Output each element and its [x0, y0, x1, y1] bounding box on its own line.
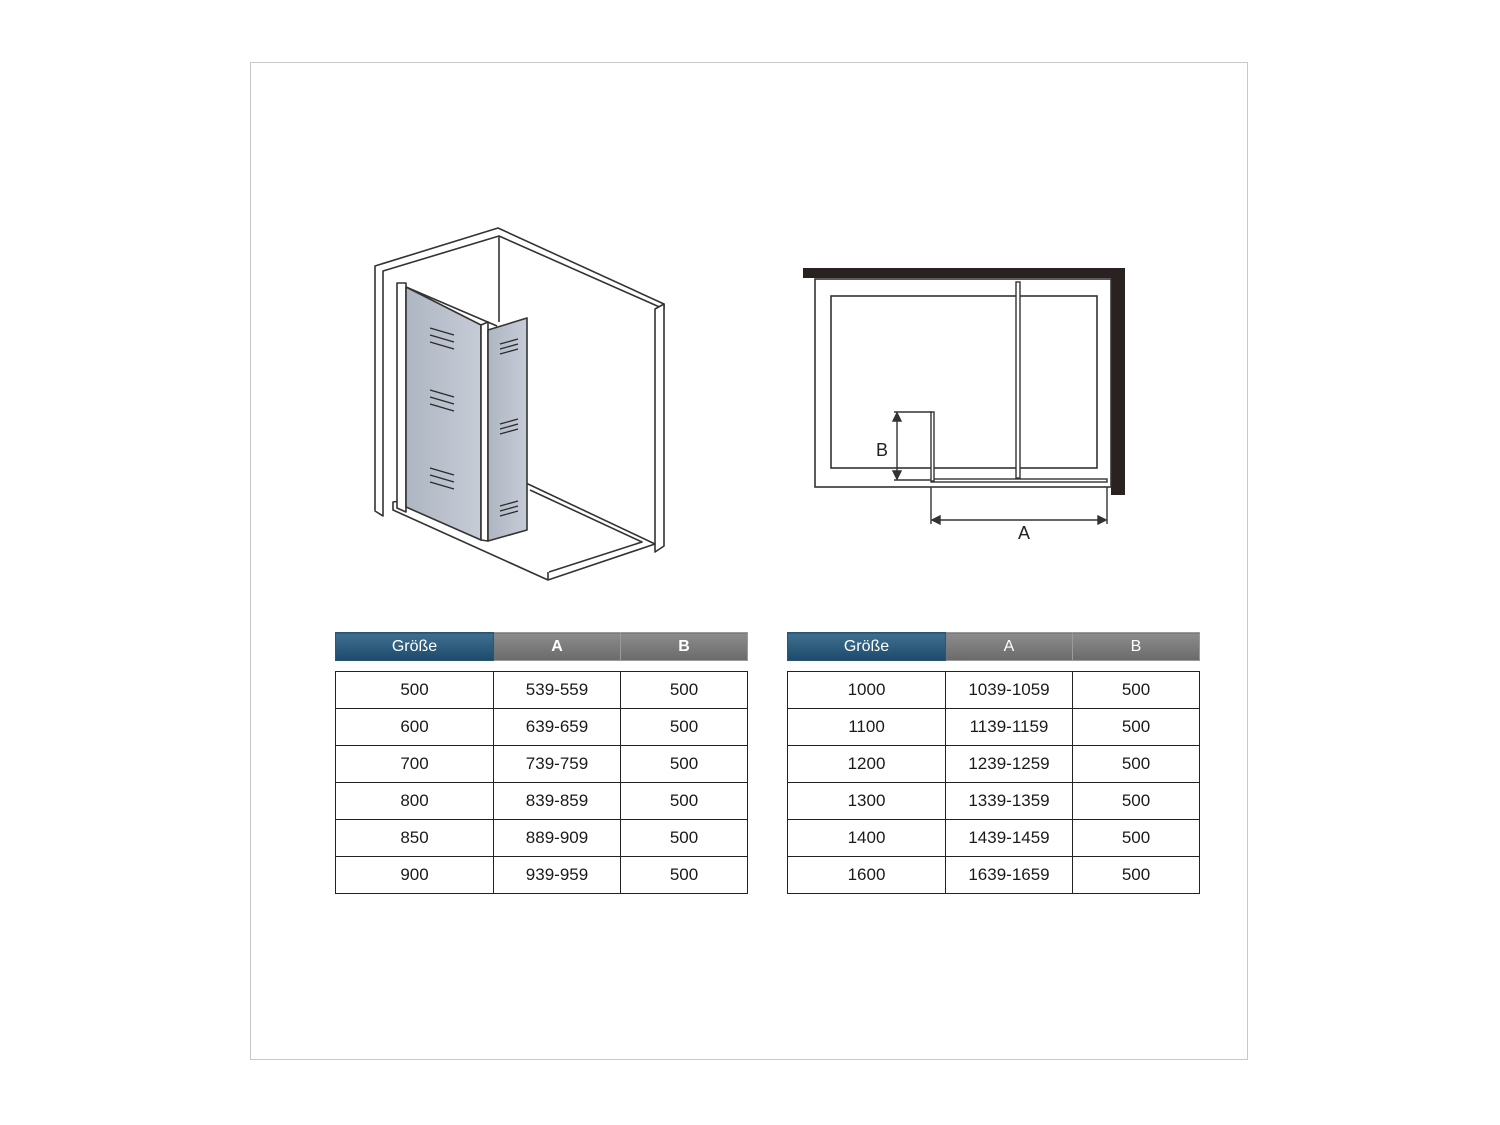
table-cell: 1139-1159 — [946, 709, 1073, 746]
table-cell: 500 — [621, 672, 748, 709]
table-cell: 1439-1459 — [946, 820, 1073, 857]
table-cell: 500 — [1073, 672, 1200, 709]
table-cell: 500 — [1073, 783, 1200, 820]
table-cell: 739-759 — [494, 746, 621, 783]
table-row — [336, 746, 748, 783]
table-cell: 639-659 — [494, 709, 621, 746]
table-cell: 1000 — [788, 672, 946, 709]
table-cell: 500 — [621, 857, 748, 894]
plan-view — [803, 268, 1125, 543]
panel-hinge-profile — [481, 322, 488, 541]
table-cell: 1600 — [788, 857, 946, 894]
table-cell: 539-559 — [494, 672, 621, 709]
plan-glass-line — [931, 479, 1107, 482]
table-cell: 1400 — [788, 820, 946, 857]
table-header-row — [336, 633, 748, 661]
header-cell: B — [621, 633, 748, 661]
table-cell: 500 — [621, 783, 748, 820]
table-cell: 1200 — [788, 746, 946, 783]
header-cell: Größe — [788, 633, 946, 661]
plan-wall — [803, 268, 1125, 495]
table-row — [788, 820, 1200, 857]
size-table-right — [787, 632, 1200, 894]
table-cell: 500 — [1073, 857, 1200, 894]
table-cell: 1239-1259 — [946, 746, 1073, 783]
table-row — [336, 857, 748, 894]
table-row — [788, 746, 1200, 783]
table-cell: 1639-1659 — [946, 857, 1073, 894]
header-spacer — [788, 661, 1200, 672]
header-cell: Größe — [336, 633, 494, 661]
table-cell: 939-959 — [494, 857, 621, 894]
table-cell: 839-859 — [494, 783, 621, 820]
plan-support-bar — [1016, 282, 1020, 478]
table-header-row — [788, 633, 1200, 661]
table-cell: 1039-1059 — [946, 672, 1073, 709]
table-row — [788, 672, 1200, 709]
size-table-left — [335, 632, 748, 894]
table-cell: 1300 — [788, 783, 946, 820]
table-cell: 800 — [336, 783, 494, 820]
table-cell: 600 — [336, 709, 494, 746]
header-cell: A — [494, 633, 621, 661]
table-cell: 889-909 — [494, 820, 621, 857]
isometric-view — [375, 228, 664, 580]
table-cell: 500 — [1073, 709, 1200, 746]
table-cell: 500 — [621, 709, 748, 746]
table-cell: 1100 — [788, 709, 946, 746]
dimension-label-a: A — [1017, 523, 1031, 543]
table-cell: 700 — [336, 746, 494, 783]
table-cell: 1339-1359 — [946, 783, 1073, 820]
wall-profile — [397, 283, 406, 512]
table-cell: 500 — [336, 672, 494, 709]
table-cell: 850 — [336, 820, 494, 857]
table-cell: 500 — [621, 746, 748, 783]
table-row — [788, 709, 1200, 746]
plan-swing-panel — [931, 412, 934, 481]
plan-tray-outer — [815, 279, 1111, 487]
plan-tray-inner — [831, 296, 1097, 468]
table-cell: 500 — [621, 820, 748, 857]
header-cell: A — [946, 633, 1073, 661]
table-cell: 500 — [1073, 820, 1200, 857]
table-row — [788, 857, 1200, 894]
table-row — [336, 709, 748, 746]
table-cell: 500 — [1073, 746, 1200, 783]
table-row — [336, 820, 748, 857]
header-spacer — [336, 661, 748, 672]
table-cell: 900 — [336, 857, 494, 894]
table-row — [336, 783, 748, 820]
table-row — [788, 783, 1200, 820]
header-cell: B — [1073, 633, 1200, 661]
dimension-label-b: B — [875, 440, 889, 460]
table-row — [336, 672, 748, 709]
